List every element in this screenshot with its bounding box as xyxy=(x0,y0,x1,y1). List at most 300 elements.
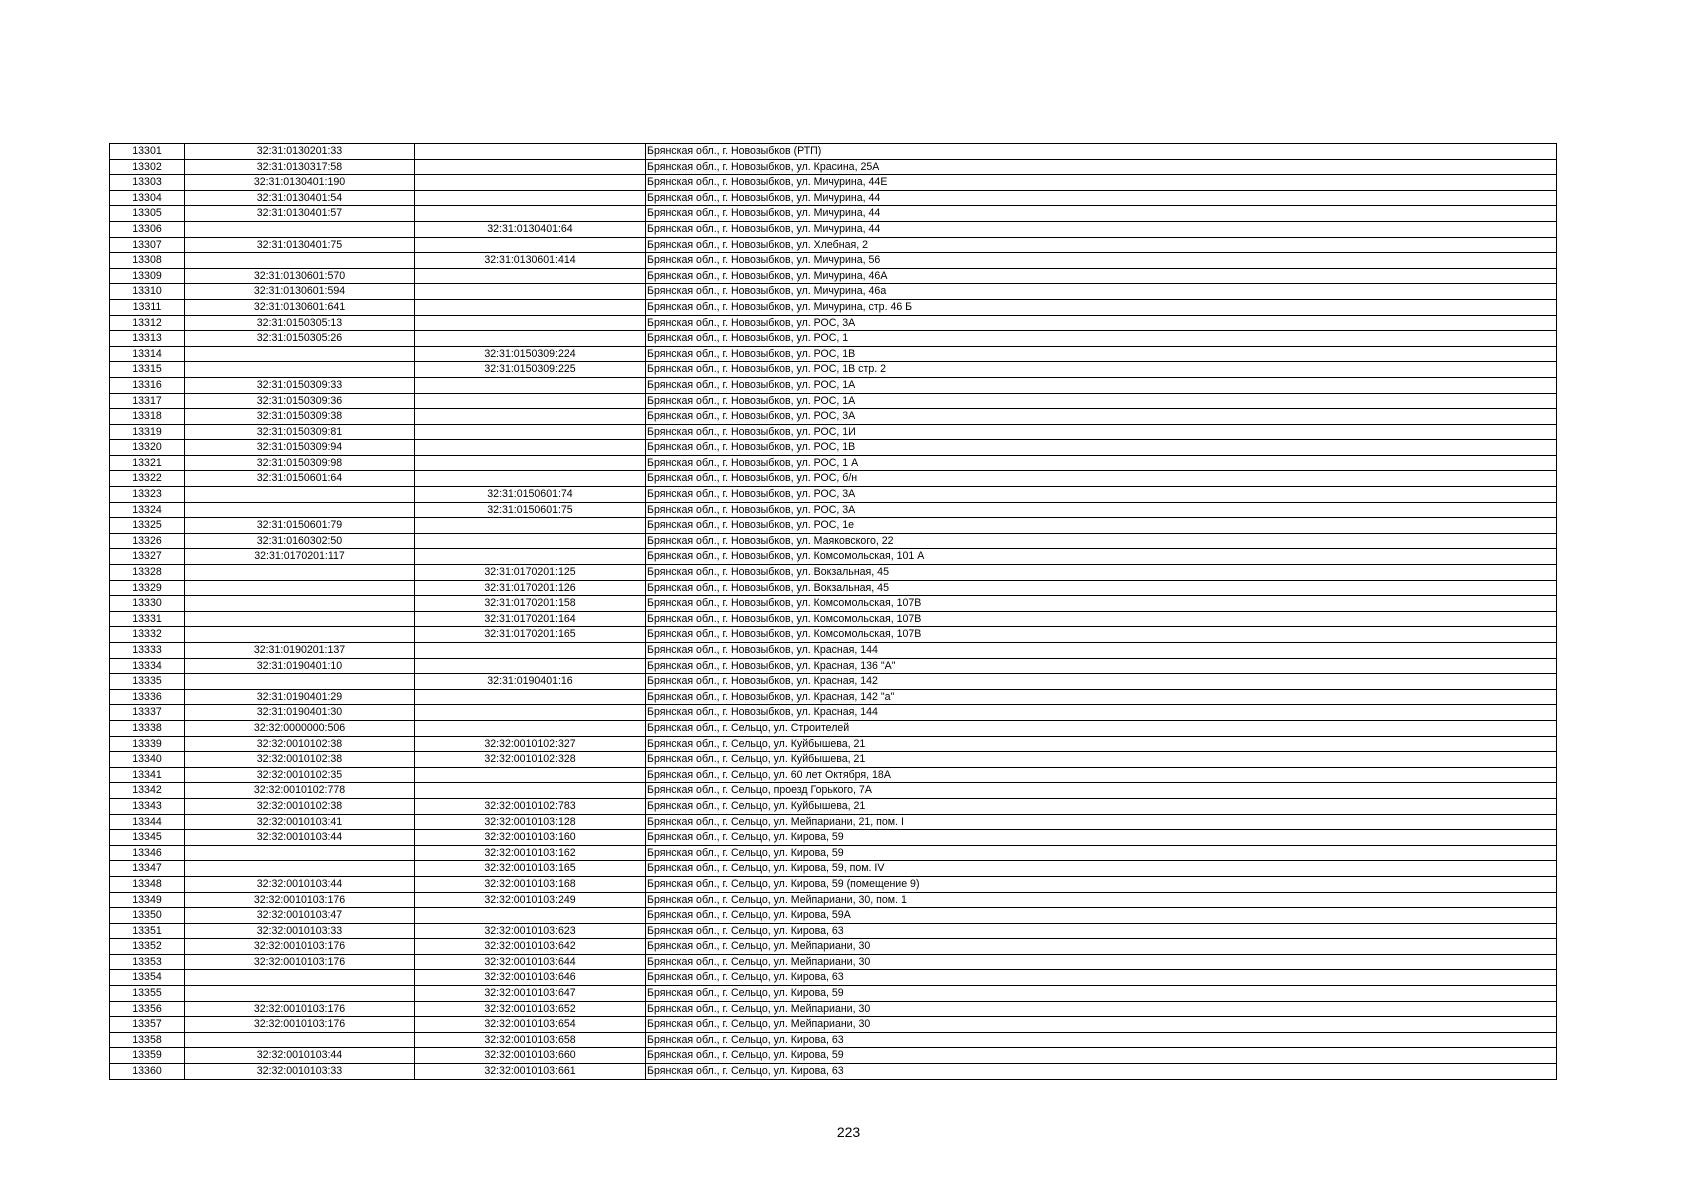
table-row xyxy=(110,814,1557,830)
row-number-cell: 13349 xyxy=(110,892,185,908)
address-cell: Брянская обл., г. Сельцо, ул. Кирова, 59 xyxy=(646,845,1557,861)
address-cell: Брянская обл., г. Новозыбков, ул. РОС, 3А xyxy=(646,409,1557,425)
object-cadastral-number-cell: 32:32:0010103:646 xyxy=(415,970,646,986)
address-cell: Брянская обл., г. Сельцо, ул. Мейпариани, 30, пом. 1 xyxy=(646,892,1557,908)
object-cadastral-number-cell xyxy=(415,268,646,284)
table-row xyxy=(110,346,1557,362)
object-cadastral-number-cell: 32:32:0010103:644 xyxy=(415,954,646,970)
address-cell: Брянская обл., г. Новозыбков, ул. РОС, 1е xyxy=(646,518,1557,534)
table-row xyxy=(110,876,1557,892)
object-cadastral-number-cell xyxy=(415,643,646,659)
cadastral-number-cell xyxy=(185,596,415,612)
address-cell: Брянская обл., г. Сельцо, ул. Куйбышева, 21 xyxy=(646,736,1557,752)
row-number-cell: 13325 xyxy=(110,518,185,534)
address-cell: Брянская обл., г. Сельцо, ул. Мейпариани, 30 xyxy=(646,1017,1557,1033)
object-cadastral-number-cell xyxy=(415,767,646,783)
row-number-cell: 13339 xyxy=(110,736,185,752)
table-row xyxy=(110,455,1557,471)
object-cadastral-number-cell xyxy=(415,237,646,253)
cadastral-number-cell: 32:32:0010102:38 xyxy=(185,752,415,768)
table-row xyxy=(110,627,1557,643)
object-cadastral-number-cell: 32:32:0010103:660 xyxy=(415,1048,646,1064)
address-cell: Брянская обл., г. Сельцо, ул. Кирова, 63 xyxy=(646,970,1557,986)
row-number-cell: 13333 xyxy=(110,643,185,659)
object-cadastral-number-cell: 32:31:0190401:16 xyxy=(415,674,646,690)
object-cadastral-number-cell xyxy=(415,783,646,799)
table-row xyxy=(110,565,1557,581)
object-cadastral-number-cell: 32:31:0170201:165 xyxy=(415,627,646,643)
cadastral-number-cell: 32:31:0130401:75 xyxy=(185,237,415,253)
cadastral-number-cell: 32:31:0190201:137 xyxy=(185,643,415,659)
object-cadastral-number-cell: 32:32:0010103:128 xyxy=(415,814,646,830)
object-cadastral-number-cell xyxy=(415,175,646,191)
address-cell: Брянская обл., г. Сельцо, ул. Мейпариани, 30 xyxy=(646,939,1557,955)
address-cell: Брянская обл., г. Новозыбков, ул. РОС, 3А xyxy=(646,502,1557,518)
object-cadastral-number-cell xyxy=(415,377,646,393)
table-row xyxy=(110,268,1557,284)
cadastral-number-cell xyxy=(185,861,415,877)
cadastral-number-cell: 32:32:0010102:35 xyxy=(185,767,415,783)
table-row xyxy=(110,596,1557,612)
table-row xyxy=(110,533,1557,549)
table-row xyxy=(110,892,1557,908)
object-cadastral-number-cell xyxy=(415,144,646,160)
table-row xyxy=(110,237,1557,253)
object-cadastral-number-cell xyxy=(415,518,646,534)
object-cadastral-number-cell: 32:32:0010103:168 xyxy=(415,876,646,892)
table-row xyxy=(110,159,1557,175)
object-cadastral-number-cell xyxy=(415,440,646,456)
row-number-cell: 13323 xyxy=(110,487,185,503)
object-cadastral-number-cell: 32:31:0170201:164 xyxy=(415,611,646,627)
address-cell: Брянская обл., г. Сельцо, ул. Мейпариани, 21, пом. I xyxy=(646,814,1557,830)
cadastral-number-cell xyxy=(185,253,415,269)
cadastral-number-cell xyxy=(185,346,415,362)
table-row xyxy=(110,144,1557,160)
row-number-cell: 13313 xyxy=(110,331,185,347)
address-cell: Брянская обл., г. Новозыбков, ул. Маяковского, 22 xyxy=(646,533,1557,549)
table-row xyxy=(110,674,1557,690)
address-cell: Брянская обл., г. Новозыбков (РТП) xyxy=(646,144,1557,160)
row-number-cell: 13306 xyxy=(110,221,185,237)
object-cadastral-number-cell: 32:31:0130401:64 xyxy=(415,221,646,237)
address-cell: Брянская обл., г. Сельцо, ул. Кирова, 59 xyxy=(646,830,1557,846)
address-cell: Брянская обл., г. Сельцо, ул. 60 лет Октября, 18А xyxy=(646,767,1557,783)
object-cadastral-number-cell xyxy=(415,705,646,721)
object-cadastral-number-cell: 32:31:0150309:225 xyxy=(415,362,646,378)
address-cell: Брянская обл., г. Сельцо, ул. Мейпариани, 30 xyxy=(646,954,1557,970)
object-cadastral-number-cell xyxy=(415,908,646,924)
cadastral-number-cell: 32:32:0010102:38 xyxy=(185,798,415,814)
row-number-cell: 13341 xyxy=(110,767,185,783)
registry-table-body xyxy=(110,144,1557,1080)
table-row xyxy=(110,299,1557,315)
object-cadastral-number-cell xyxy=(415,471,646,487)
object-cadastral-number-cell: 32:31:0150601:75 xyxy=(415,502,646,518)
address-cell: Брянская обл., г. Новозыбков, ул. РОС, 1А xyxy=(646,377,1557,393)
row-number-cell: 13330 xyxy=(110,596,185,612)
object-cadastral-number-cell: 32:31:0150601:74 xyxy=(415,487,646,503)
table-row xyxy=(110,1001,1557,1017)
cadastral-number-cell xyxy=(185,565,415,581)
object-cadastral-number-cell: 32:32:0010103:162 xyxy=(415,845,646,861)
object-cadastral-number-cell xyxy=(415,315,646,331)
object-cadastral-number-cell: 32:32:0010102:783 xyxy=(415,798,646,814)
row-number-cell: 13357 xyxy=(110,1017,185,1033)
object-cadastral-number-cell xyxy=(415,284,646,300)
object-cadastral-number-cell xyxy=(415,424,646,440)
table-row xyxy=(110,190,1557,206)
row-number-cell: 13346 xyxy=(110,845,185,861)
cadastral-number-cell: 32:31:0190401:10 xyxy=(185,658,415,674)
address-cell: Брянская обл., г. Сельцо, ул. Кирова, 59А xyxy=(646,908,1557,924)
row-number-cell: 13319 xyxy=(110,424,185,440)
cadastral-number-cell xyxy=(185,1032,415,1048)
row-number-cell: 13353 xyxy=(110,954,185,970)
cadastral-number-cell xyxy=(185,502,415,518)
table-row xyxy=(110,954,1557,970)
cadastral-number-cell: 32:32:0010103:41 xyxy=(185,814,415,830)
address-cell: Брянская обл., г. Новозыбков, ул. Мичурина, 44 xyxy=(646,221,1557,237)
row-number-cell: 13354 xyxy=(110,970,185,986)
address-cell: Брянская обл., г. Сельцо, ул. Кирова, 63 xyxy=(646,1032,1557,1048)
row-number-cell: 13329 xyxy=(110,580,185,596)
row-number-cell: 13342 xyxy=(110,783,185,799)
row-number-cell: 13308 xyxy=(110,253,185,269)
object-cadastral-number-cell: 32:32:0010103:160 xyxy=(415,830,646,846)
table-row xyxy=(110,830,1557,846)
cadastral-number-cell: 32:31:0150309:94 xyxy=(185,440,415,456)
table-row xyxy=(110,471,1557,487)
address-cell: Брянская обл., г. Сельцо, ул. Кирова, 59 (помещение 9) xyxy=(646,876,1557,892)
address-cell: Брянская обл., г. Сельцо, ул. Мейпариани, 30 xyxy=(646,1001,1557,1017)
object-cadastral-number-cell xyxy=(415,190,646,206)
object-cadastral-number-cell: 32:32:0010103:658 xyxy=(415,1032,646,1048)
table-row xyxy=(110,939,1557,955)
row-number-cell: 13344 xyxy=(110,814,185,830)
registry-table xyxy=(109,143,1557,1080)
cadastral-number-cell xyxy=(185,970,415,986)
address-cell: Брянская обл., г. Новозыбков, ул. Мичурина, 46А xyxy=(646,268,1557,284)
address-cell: Брянская обл., г. Новозыбков, ул. Комсомольская, 107В xyxy=(646,627,1557,643)
table-row xyxy=(110,487,1557,503)
table-row xyxy=(110,986,1557,1002)
address-cell: Брянская обл., г. Новозыбков, ул. Комсомольская, 107В xyxy=(646,596,1557,612)
table-row xyxy=(110,175,1557,191)
table-row xyxy=(110,643,1557,659)
table-row xyxy=(110,518,1557,534)
page-number: 223 xyxy=(836,1124,861,1140)
cadastral-number-cell: 32:32:0010103:44 xyxy=(185,1048,415,1064)
row-number-cell: 13343 xyxy=(110,798,185,814)
object-cadastral-number-cell: 32:32:0010103:654 xyxy=(415,1017,646,1033)
row-number-cell: 13311 xyxy=(110,299,185,315)
address-cell: Брянская обл., г. Сельцо, ул. Куйбышева, 21 xyxy=(646,798,1557,814)
table-row xyxy=(110,284,1557,300)
address-cell: Брянская обл., г. Новозыбков, ул. Красная, 142 xyxy=(646,674,1557,690)
address-cell: Брянская обл., г. Новозыбков, ул. Мичурина, 44 xyxy=(646,206,1557,222)
cadastral-number-cell: 32:32:0000000:506 xyxy=(185,720,415,736)
table-row xyxy=(110,331,1557,347)
address-cell: Брянская обл., г. Сельцо, ул. Кирова, 59 xyxy=(646,986,1557,1002)
address-cell: Брянская обл., г. Новозыбков, ул. РОС, 1А xyxy=(646,393,1557,409)
row-number-cell: 13360 xyxy=(110,1064,185,1080)
table-row xyxy=(110,206,1557,222)
row-number-cell: 13305 xyxy=(110,206,185,222)
cadastral-number-cell xyxy=(185,627,415,643)
object-cadastral-number-cell: 32:32:0010103:642 xyxy=(415,939,646,955)
address-cell: Брянская обл., г. Новозыбков, ул. РОС, 1В xyxy=(646,346,1557,362)
table-row xyxy=(110,845,1557,861)
table-row xyxy=(110,1017,1557,1033)
cadastral-number-cell: 32:32:0010103:33 xyxy=(185,1064,415,1080)
address-cell: Брянская обл., г. Новозыбков, ул. Мичурина, 56 xyxy=(646,253,1557,269)
cadastral-number-cell: 32:31:0150309:33 xyxy=(185,377,415,393)
cadastral-number-cell: 32:32:0010103:47 xyxy=(185,908,415,924)
address-cell: Брянская обл., г. Новозыбков, ул. Красная, 142 "а" xyxy=(646,689,1557,705)
row-number-cell: 13301 xyxy=(110,144,185,160)
table-row xyxy=(110,1032,1557,1048)
registry-sheet xyxy=(109,143,1556,1080)
row-number-cell: 13304 xyxy=(110,190,185,206)
cadastral-number-cell xyxy=(185,674,415,690)
row-number-cell: 13310 xyxy=(110,284,185,300)
table-row xyxy=(110,393,1557,409)
row-number-cell: 13335 xyxy=(110,674,185,690)
row-number-cell: 13348 xyxy=(110,876,185,892)
address-cell: Брянская обл., г. Сельцо, ул. Строителей xyxy=(646,720,1557,736)
address-cell: Брянская обл., г. Сельцо, ул. Кирова, 59, пом. IV xyxy=(646,861,1557,877)
row-number-cell: 13322 xyxy=(110,471,185,487)
address-cell: Брянская обл., г. Новозыбков, ул. Мичурина, 46а xyxy=(646,284,1557,300)
table-row xyxy=(110,549,1557,565)
cadastral-number-cell: 32:31:0160302:50 xyxy=(185,533,415,549)
row-number-cell: 13345 xyxy=(110,830,185,846)
row-number-cell: 13317 xyxy=(110,393,185,409)
table-row xyxy=(110,689,1557,705)
row-number-cell: 13351 xyxy=(110,923,185,939)
table-row xyxy=(110,783,1557,799)
cadastral-number-cell: 32:32:0010103:176 xyxy=(185,939,415,955)
object-cadastral-number-cell xyxy=(415,720,646,736)
row-number-cell: 13315 xyxy=(110,362,185,378)
table-row xyxy=(110,658,1557,674)
row-number-cell: 13338 xyxy=(110,720,185,736)
object-cadastral-number-cell xyxy=(415,206,646,222)
cadastral-number-cell: 32:31:0150309:81 xyxy=(185,424,415,440)
cadastral-number-cell: 32:31:0150309:38 xyxy=(185,409,415,425)
row-number-cell: 13302 xyxy=(110,159,185,175)
row-number-cell: 13355 xyxy=(110,986,185,1002)
cadastral-number-cell xyxy=(185,362,415,378)
object-cadastral-number-cell: 32:32:0010103:661 xyxy=(415,1064,646,1080)
cadastral-number-cell: 32:31:0130401:190 xyxy=(185,175,415,191)
object-cadastral-number-cell: 32:32:0010102:327 xyxy=(415,736,646,752)
row-number-cell: 13318 xyxy=(110,409,185,425)
row-number-cell: 13356 xyxy=(110,1001,185,1017)
object-cadastral-number-cell xyxy=(415,299,646,315)
address-cell: Брянская обл., г. Новозыбков, ул. Красная, 136 "А" xyxy=(646,658,1557,674)
address-cell: Брянская обл., г. Новозыбков, ул. РОС, 3А xyxy=(646,487,1557,503)
object-cadastral-number-cell xyxy=(415,393,646,409)
cadastral-number-cell: 32:31:0150601:64 xyxy=(185,471,415,487)
object-cadastral-number-cell: 32:31:0170201:125 xyxy=(415,565,646,581)
cadastral-number-cell: 32:32:0010103:33 xyxy=(185,923,415,939)
row-number-cell: 13316 xyxy=(110,377,185,393)
object-cadastral-number-cell xyxy=(415,159,646,175)
row-number-cell: 13314 xyxy=(110,346,185,362)
object-cadastral-number-cell: 32:32:0010102:328 xyxy=(415,752,646,768)
table-row xyxy=(110,705,1557,721)
address-cell: Брянская обл., г. Новозыбков, ул. Комсомольская, 107В xyxy=(646,611,1557,627)
cadastral-number-cell xyxy=(185,611,415,627)
object-cadastral-number-cell xyxy=(415,533,646,549)
object-cadastral-number-cell: 32:31:0170201:158 xyxy=(415,596,646,612)
cadastral-number-cell: 32:31:0190401:30 xyxy=(185,705,415,721)
row-number-cell: 13350 xyxy=(110,908,185,924)
row-number-cell: 13303 xyxy=(110,175,185,191)
address-cell: Брянская обл., г. Новозыбков, ул. РОС, 3А xyxy=(646,315,1557,331)
cadastral-number-cell: 32:31:0130601:570 xyxy=(185,268,415,284)
cadastral-number-cell xyxy=(185,580,415,596)
row-number-cell: 13336 xyxy=(110,689,185,705)
address-cell: Брянская обл., г. Новозыбков, ул. Хлебная, 2 xyxy=(646,237,1557,253)
row-number-cell: 13331 xyxy=(110,611,185,627)
table-row xyxy=(110,221,1557,237)
address-cell: Брянская обл., г. Сельцо, ул. Куйбышева, 21 xyxy=(646,752,1557,768)
address-cell: Брянская обл., г. Новозыбков, ул. Мичурина, 44Е xyxy=(646,175,1557,191)
row-number-cell: 13309 xyxy=(110,268,185,284)
object-cadastral-number-cell: 32:32:0010103:249 xyxy=(415,892,646,908)
table-row xyxy=(110,424,1557,440)
object-cadastral-number-cell: 32:32:0010103:647 xyxy=(415,986,646,1002)
row-number-cell: 13352 xyxy=(110,939,185,955)
row-number-cell: 13324 xyxy=(110,502,185,518)
address-cell: Брянская обл., г. Новозыбков, ул. РОС, 1 xyxy=(646,331,1557,347)
table-row xyxy=(110,440,1557,456)
cadastral-number-cell: 32:32:0010103:176 xyxy=(185,1017,415,1033)
cadastral-number-cell: 32:31:0150309:36 xyxy=(185,393,415,409)
table-row xyxy=(110,409,1557,425)
table-row xyxy=(110,502,1557,518)
address-cell: Брянская обл., г. Новозыбков, ул. Красина, 25А xyxy=(646,159,1557,175)
table-row xyxy=(110,611,1557,627)
row-number-cell: 13312 xyxy=(110,315,185,331)
table-row xyxy=(110,752,1557,768)
object-cadastral-number-cell xyxy=(415,331,646,347)
address-cell: Брянская обл., г. Сельцо, ул. Кирова, 63 xyxy=(646,923,1557,939)
cadastral-number-cell xyxy=(185,221,415,237)
cadastral-number-cell: 32:31:0130601:641 xyxy=(185,299,415,315)
table-row xyxy=(110,970,1557,986)
row-number-cell: 13347 xyxy=(110,861,185,877)
cadastral-number-cell: 32:32:0010103:176 xyxy=(185,1001,415,1017)
table-row xyxy=(110,861,1557,877)
address-cell: Брянская обл., г. Новозыбков, ул. Мичурина, 44 xyxy=(646,190,1557,206)
object-cadastral-number-cell xyxy=(415,689,646,705)
address-cell: Брянская обл., г. Новозыбков, ул. Красная, 144 xyxy=(646,643,1557,659)
cadastral-number-cell: 32:31:0130401:54 xyxy=(185,190,415,206)
object-cadastral-number-cell: 32:31:0130601:414 xyxy=(415,253,646,269)
cadastral-number-cell: 32:31:0150601:79 xyxy=(185,518,415,534)
cadastral-number-cell: 32:31:0170201:117 xyxy=(185,549,415,565)
object-cadastral-number-cell: 32:31:0170201:126 xyxy=(415,580,646,596)
cadastral-number-cell: 32:31:0130401:57 xyxy=(185,206,415,222)
cadastral-number-cell xyxy=(185,986,415,1002)
object-cadastral-number-cell xyxy=(415,549,646,565)
row-number-cell: 13340 xyxy=(110,752,185,768)
table-row xyxy=(110,767,1557,783)
cadastral-number-cell: 32:32:0010103:176 xyxy=(185,892,415,908)
row-number-cell: 13326 xyxy=(110,533,185,549)
table-row xyxy=(110,798,1557,814)
address-cell: Брянская обл., г. Новозыбков, ул. РОС, 1 А xyxy=(646,455,1557,471)
address-cell: Брянская обл., г. Сельцо, проезд Горького, 7А xyxy=(646,783,1557,799)
cadastral-number-cell: 32:32:0010103:44 xyxy=(185,830,415,846)
object-cadastral-number-cell: 32:32:0010103:623 xyxy=(415,923,646,939)
cadastral-number-cell: 32:31:0150309:98 xyxy=(185,455,415,471)
address-cell: Брянская обл., г. Новозыбков, ул. РОС, 1И xyxy=(646,424,1557,440)
address-cell: Брянская обл., г. Сельцо, ул. Кирова, 59 xyxy=(646,1048,1557,1064)
cadastral-number-cell: 32:31:0190401:29 xyxy=(185,689,415,705)
cadastral-number-cell: 32:32:0010103:44 xyxy=(185,876,415,892)
address-cell: Брянская обл., г. Новозыбков, ул. Вокзальная, 45 xyxy=(646,580,1557,596)
table-row xyxy=(110,362,1557,378)
table-row xyxy=(110,736,1557,752)
row-number-cell: 13320 xyxy=(110,440,185,456)
cadastral-number-cell: 32:32:0010102:38 xyxy=(185,736,415,752)
cadastral-number-cell: 32:31:0130601:594 xyxy=(185,284,415,300)
cadastral-number-cell: 32:31:0150305:13 xyxy=(185,315,415,331)
cadastral-number-cell: 32:31:0130317:58 xyxy=(185,159,415,175)
object-cadastral-number-cell xyxy=(415,455,646,471)
object-cadastral-number-cell xyxy=(415,658,646,674)
cadastral-number-cell: 32:32:0010102:778 xyxy=(185,783,415,799)
table-row xyxy=(110,580,1557,596)
address-cell: Брянская обл., г. Новозыбков, ул. РОС, 1В стр. 2 xyxy=(646,362,1557,378)
row-number-cell: 13328 xyxy=(110,565,185,581)
cadastral-number-cell: 32:31:0130201:33 xyxy=(185,144,415,160)
object-cadastral-number-cell: 32:32:0010103:165 xyxy=(415,861,646,877)
object-cadastral-number-cell: 32:32:0010103:652 xyxy=(415,1001,646,1017)
table-row xyxy=(110,1064,1557,1080)
table-row xyxy=(110,377,1557,393)
object-cadastral-number-cell: 32:31:0150309:224 xyxy=(415,346,646,362)
row-number-cell: 13334 xyxy=(110,658,185,674)
table-row xyxy=(110,720,1557,736)
row-number-cell: 13337 xyxy=(110,705,185,721)
address-cell: Брянская обл., г. Сельцо, ул. Кирова, 63 xyxy=(646,1064,1557,1080)
table-row xyxy=(110,908,1557,924)
table-row xyxy=(110,1048,1557,1064)
row-number-cell: 13332 xyxy=(110,627,185,643)
row-number-cell: 13327 xyxy=(110,549,185,565)
address-cell: Брянская обл., г. Новозыбков, ул. РОС, 1В xyxy=(646,440,1557,456)
object-cadastral-number-cell xyxy=(415,409,646,425)
row-number-cell: 13321 xyxy=(110,455,185,471)
table-row xyxy=(110,315,1557,331)
address-cell: Брянская обл., г. Новозыбков, ул. Красная, 144 xyxy=(646,705,1557,721)
row-number-cell: 13307 xyxy=(110,237,185,253)
row-number-cell: 13359 xyxy=(110,1048,185,1064)
cadastral-number-cell xyxy=(185,487,415,503)
table-row xyxy=(110,253,1557,269)
address-cell: Брянская обл., г. Новозыбков, ул. Вокзальная, 45 xyxy=(646,565,1557,581)
address-cell: Брянская обл., г. Новозыбков, ул. Мичурина, стр. 46 Б xyxy=(646,299,1557,315)
address-cell: Брянская обл., г. Новозыбков, ул. РОС, б/н xyxy=(646,471,1557,487)
cadastral-number-cell xyxy=(185,845,415,861)
address-cell: Брянская обл., г. Новозыбков, ул. Комсомольская, 101 А xyxy=(646,549,1557,565)
